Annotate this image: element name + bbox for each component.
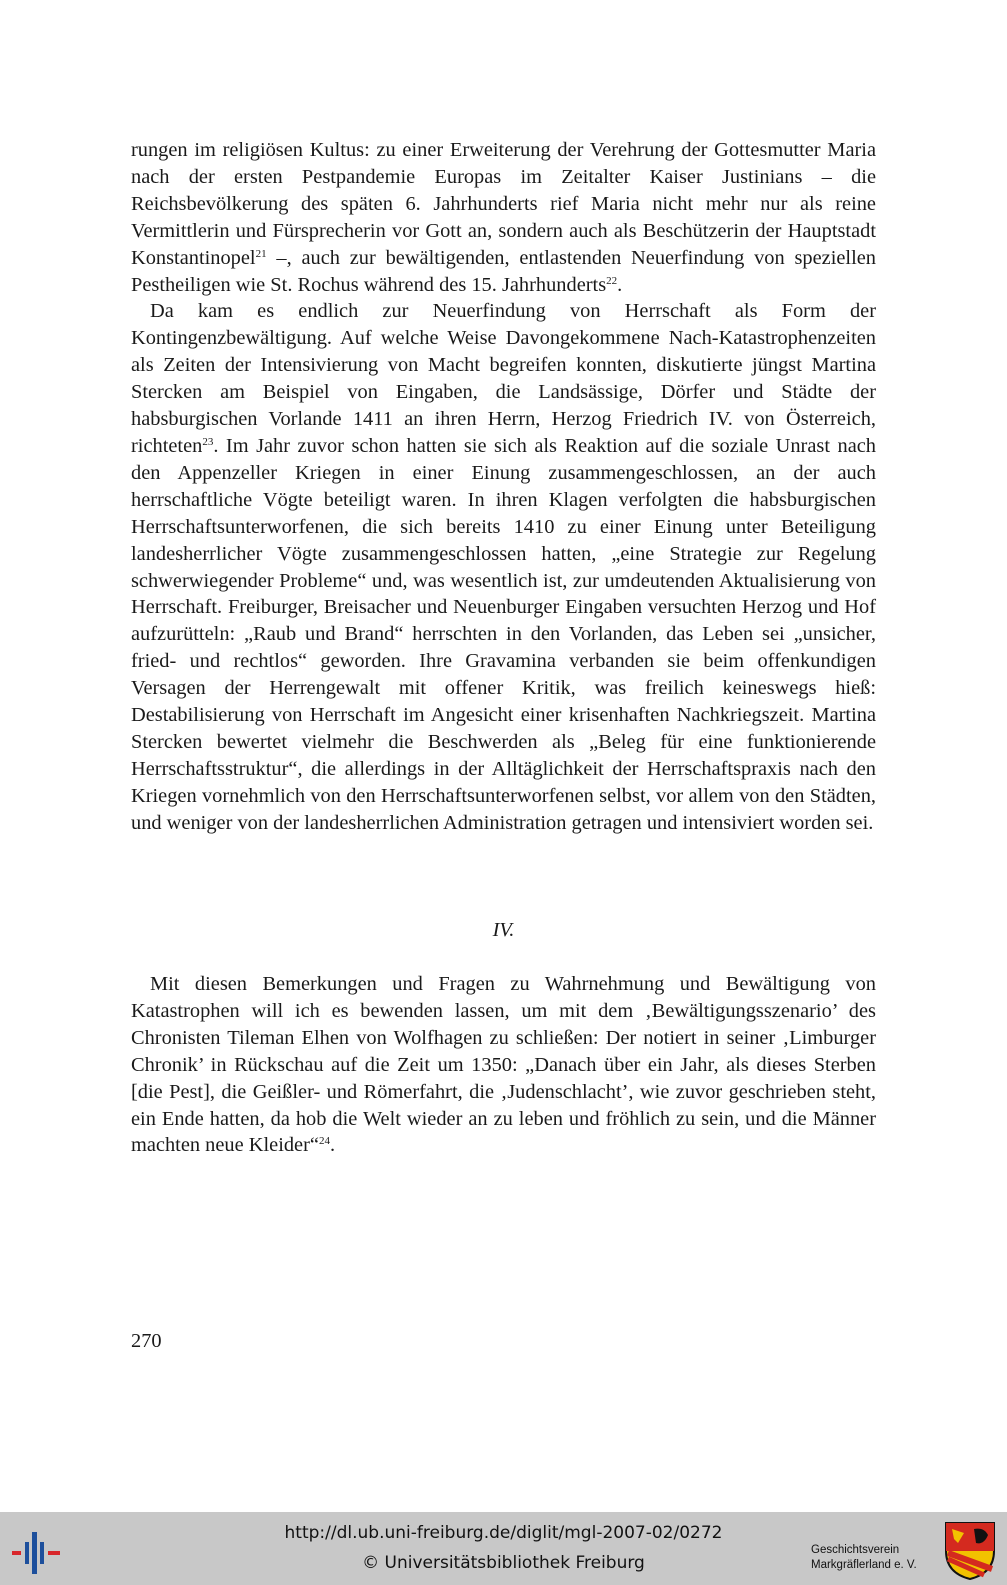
body-text-top [131,137,876,837]
footer-bar [0,1512,1007,1585]
paragraph-1-text: rungen im religiösen Kultus: zu einer Erweiterung der Verehrung der Gottesmutter Maria nach der ersten Pestpandemie Europas im Zeitalter Kaiser Justinians – die Reichsbevölkerung des späten 6. Jahrhunderts rief Maria nicht mehr nur als reine Vermittlerin und Fürsprecherin vor Gott an, sondern auch als Beschützerin der Hauptstadt Konstantinopel [131,139,876,269]
footnote-ref-23[interactable]: 23 [202,435,214,448]
footer-copyright: © Universitätsbibliothek Freiburg [362,1553,645,1573]
paragraph-1-end: . [617,273,623,296]
footnote-ref-21[interactable]: 21 [255,247,267,260]
section-heading: IV. [492,919,515,941]
paragraph-3 [131,971,876,1159]
paragraph-1 [131,137,876,298]
footnote-ref-24[interactable]: 24 [318,1135,330,1148]
paragraph-2-text: Da kam es endlich zur Neuerfindung von Herrschaft als Form der Kontingenzbewältigung. Auf welche Weise Davongekommene Nach-Katastrophenzeiten als Zeiten der Intensivierung von Macht begreifen konnten, diskutierte jüngst Martina Stercken am Beispiel von Eingaben, die Landsässige, Dörfer und Städte der habsburgischen Vorlande 1411 an ihren Herrn, Herzog Friedrich IV. von Österreich, richteten [131,300,876,457]
society-name [811,1543,917,1573]
coat-of-arms-icon[interactable] [944,1521,996,1581]
body-text-bottom [131,971,876,1159]
paragraph-2 [131,298,876,836]
paragraph-3-text: Mit diesen Bemerkungen und Fragen zu Wahrnehmung und Bewältigung von Katastrophen will ich es bewenden lassen, um mit dem ‚Bewältigungsszenario’ des Chronisten Tileman Elhen von Wolfhagen zu schließen: Der notiert in seiner ‚Limburger Chronik’ in Rückschau auf die Zeit um 1350: „Danach über ein Jahr, als dieses Sterben [die Pest], die Geißler- und Römerfahrt, die ‚Judenschlacht’, wie zuvor geschrieben steht, ein Ende hatten, da hob die Welt wieder an zu leben und fröhlich zu sein, und die Männer machten neue Kleider“ [131,973,876,1157]
paragraph-2-text-cont: . Im Jahr zuvor schon hatten sie sich als Reaktion auf die soziale Unrast nach den Appenzeller Kriegen in einer Einung zusammengeschlossen, an der auch herrschaftliche Vögte beteiligt waren. In ihren Klagen verfolgten die habsburgischen Herrschaftsunterworfenen, die sich bereits 1410 zu einer Einung unter Beteiligung landesherrlicher Vögte zusammengeschlossen hatten, „eine Strategie zur Regelung schwerwiegender Probleme“ und, was wesentlich ist, zur umdeutenden Aktualisierung von Herrschaft. Freiburger, Breisacher und Neuenburger Eingaben versuchten Herzog und Hof aufzurütteln: „Raub und Brand“ herrschten in den Vorlanden, das Leben sei „unsicher, fried- und rechtlos“ geworden. Ihre Gravamina verbanden sie beim offenkundigen Versagen der Herrengewalt mit offener Kritik, was freilich keineswegs hieß: Destabilisierung von Herrschaft im Angesicht einer krisenhaften Nachkriegszeit. Martina Stercken bewertet vielmehr die Beschwerden als „Beleg für eine funktionierende Herrschaftsstruktur“, die allerdings in der Alltäglichkeit der Herrschaftspraxis nach den Kriegen vornehmlich von den Herrschaftsunterworfenen selbst, vor allem von den Städten, und weniger von der landesherrlichen Administration getragen und intensiviert worden sei. [131,434,876,834]
society-line-2: Markgräflerland e. V. [811,1559,917,1571]
society-line-1: Geschichtsverein [811,1544,900,1556]
paragraph-1-text-cont: –, auch zur bewältigenden, entlastenden Neuerfindung von speziellen Pestheiligen wie St. Rochus während des 15. Jahrhunderts [131,246,876,296]
footer-url-link[interactable]: http://dl.ub.uni-freiburg.de/diglit/mgl-2007-02/0272 [284,1523,723,1543]
footnote-ref-22[interactable]: 22 [606,274,618,287]
paragraph-3-end: . [329,1134,336,1157]
page-number: 270 [131,1330,162,1352]
